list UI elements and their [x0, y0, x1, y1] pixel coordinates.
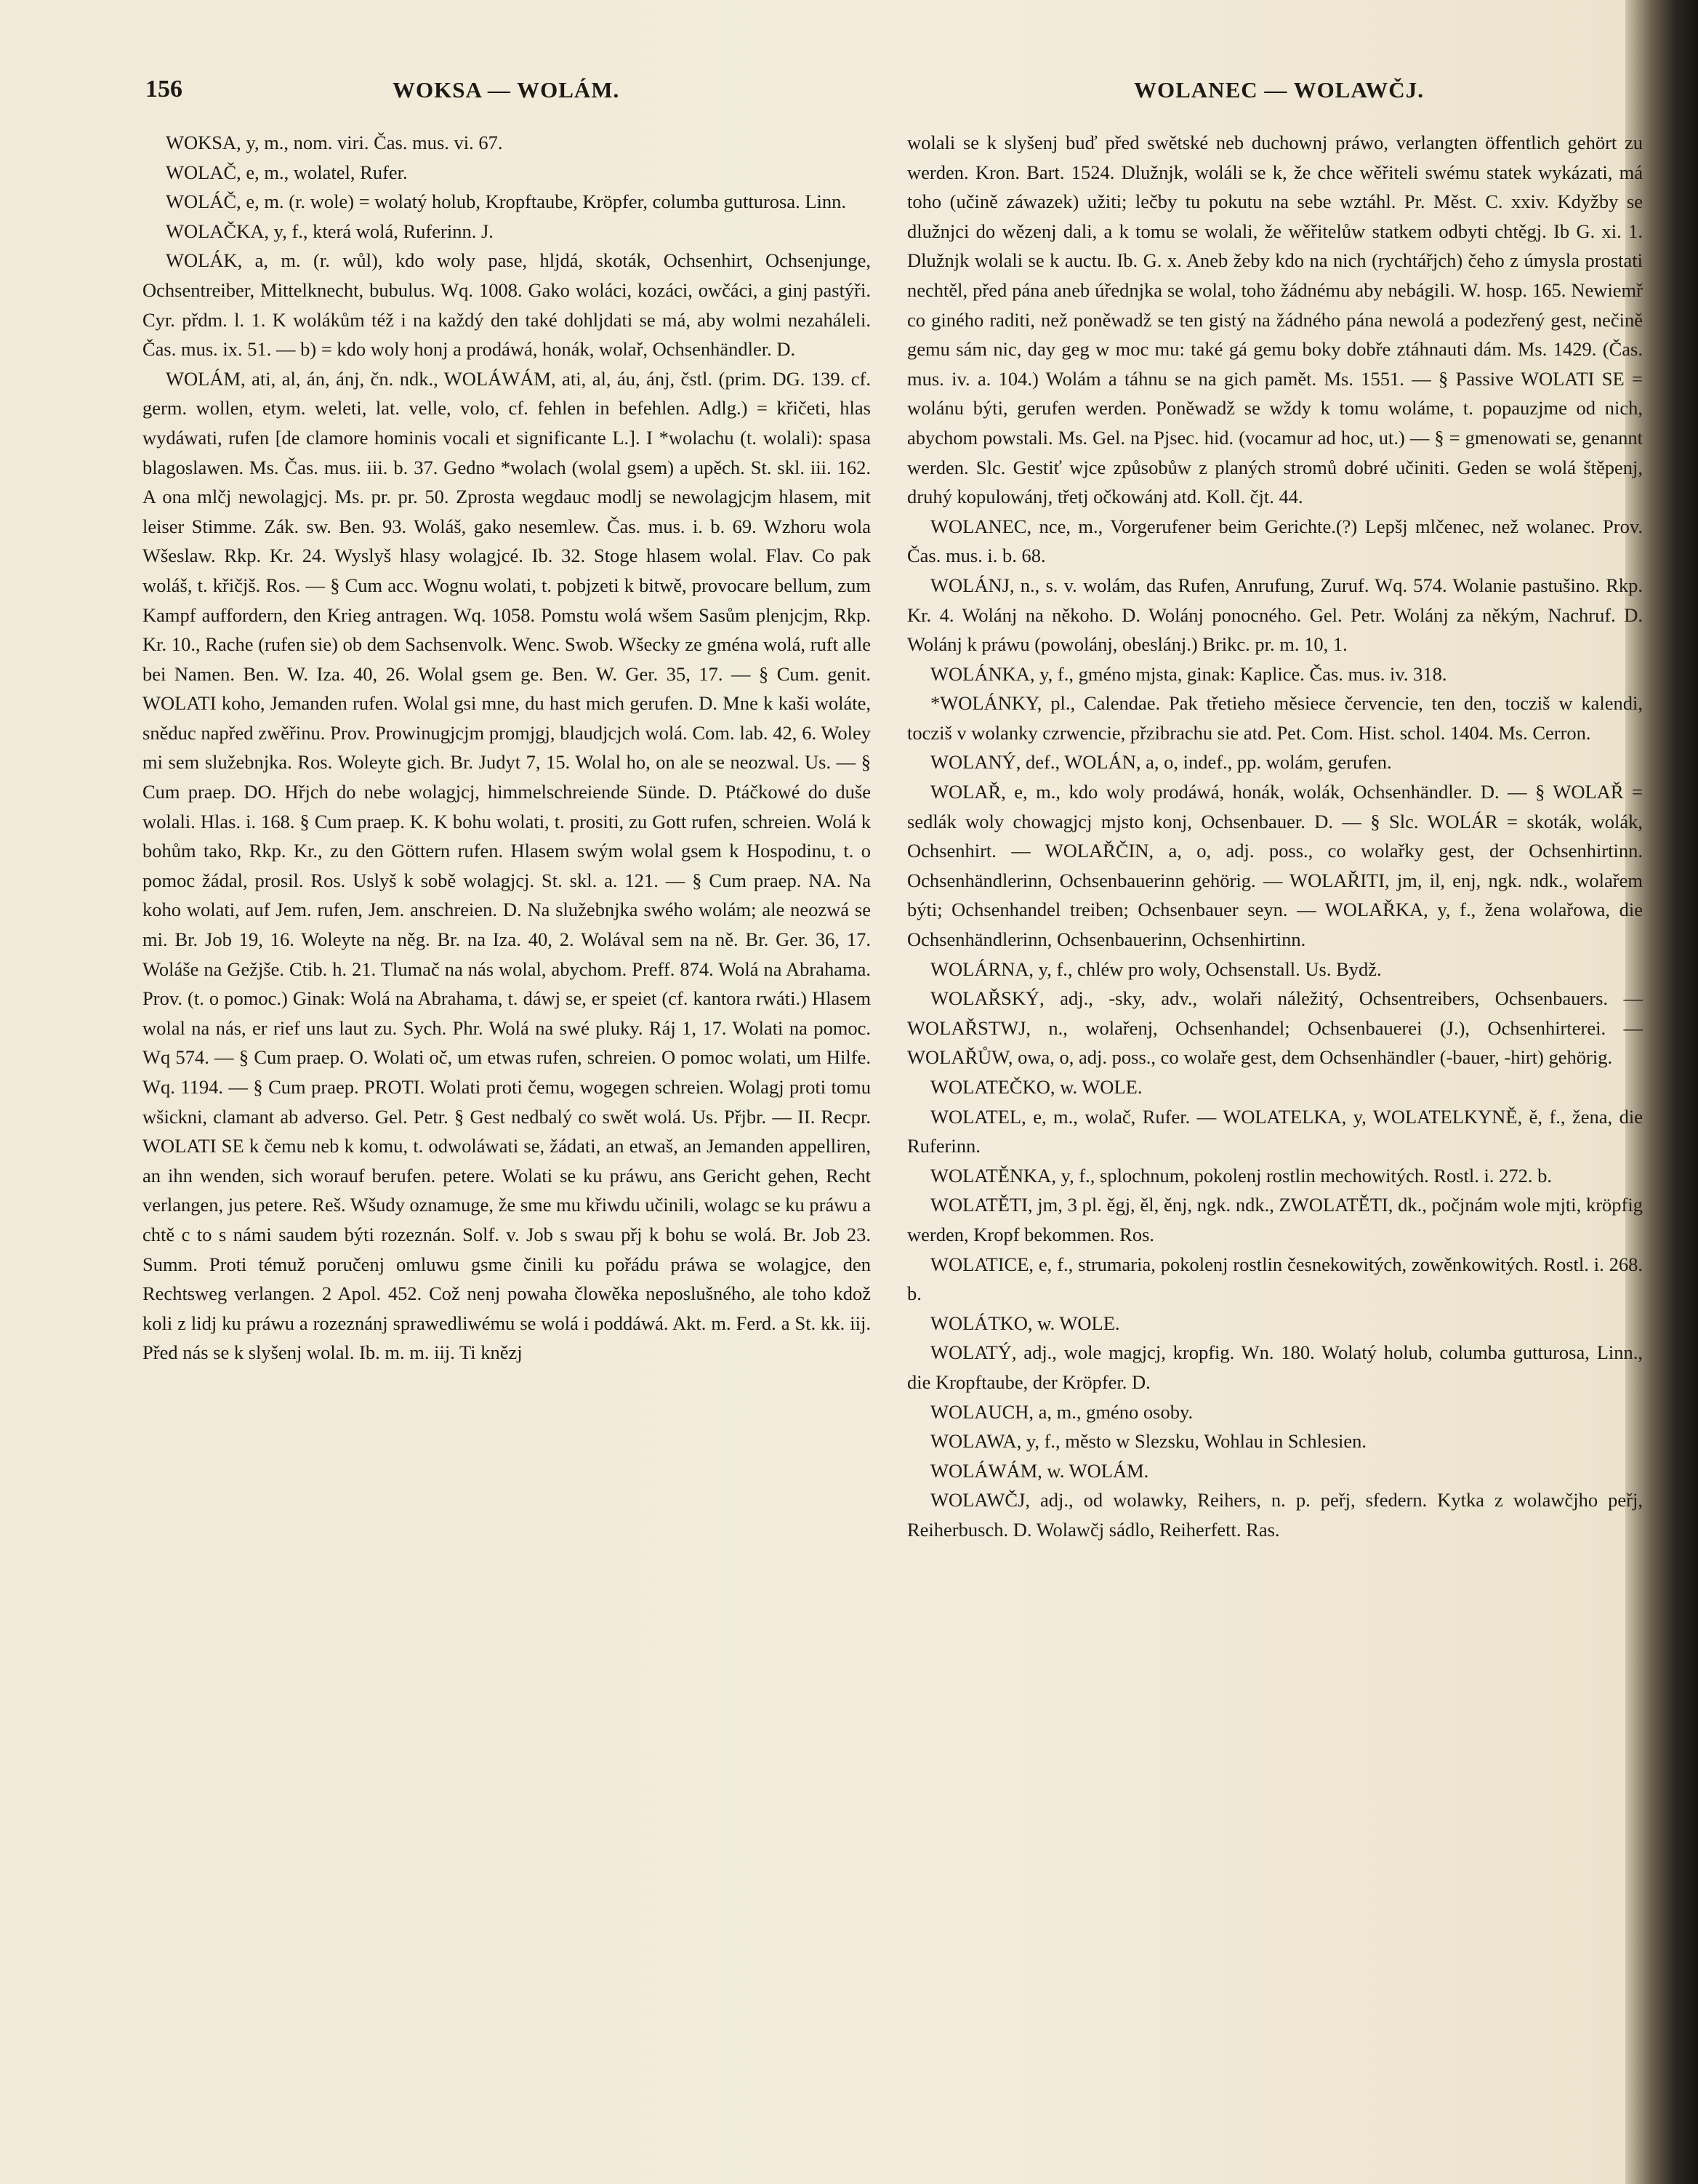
right-column: [907, 128, 1643, 1545]
dictionary-entry: WOLAČ, e, m., wolatel, Rufer.: [166, 161, 408, 183]
dictionary-entry: WOLÁRNA, y, f., chléw pro woly, Ochsenstall. Us. Bydž.: [930, 957, 1382, 980]
dictionary-entry: WOLATICE, e, f., strumaria, pokolenj rostlin česnekowitých, zowěnkowitých. Rostl. i. 268. b.: [907, 1253, 1643, 1305]
dictionary-entry: WOLATĚTI, jm, 3 pl. ěgj, ěl, ěnj, ngk. ndk., ZWOLATĚTI, dk., počjnám wole mjti, kröpfig werden, Kropf bekommen. Ros.: [907, 1194, 1643, 1245]
dictionary-entry: WOLAČKA, y, f., která wolá, Ruferinn. J.: [166, 220, 494, 242]
dictionary-entry: WOLÁM, ati, al, án, ánj, čn. ndk., WOLÁWÁM, ati, al, áu, ánj, čstl. (prim. DG. 139. cf. germ. wollen, etym. weleti, lat. velle, volo, cf. fehlen in befehlen. Adlg.) = křičeti, hlas wydáwati, rufen [de clamore hominis vocali et significante L.]. I *wolachu (t. wolali): spasa blagoslawen. Ms. Čas. mus. iii. b. 37. Gedno *wolach (wolal gsem) a upěch. St. skl. iii. 162. A ona mlčj newolagjcj. Ms. pr. pr. 50. Zprosta wegdauc modlj se newolagjcjm hlasem, mit leiser Stimme. Zák. sw. Ben. 93. Woláš, gako nesemlew. Čas. mus. i. b. 69. Wzhoru wola Wšeslaw. Rkp. Kr. 24. Wyslyš hlasy wolagjcé. Ib. 32. Stoge hlasem wolal. Flav. Co pak woláš, t. křičjš. Ros. — § Cum acc. Wognu wolati, t. pobjzeti k bitwě, provocare bellum, zum Kampf auffordern, den Krieg antragen. Wq. 1058. Pomstu wolá wšem Sasům plenjcjm, Rkp. Kr. 10., Rache (rufen sie) ob dem Sachsenvolk. Wenc. Swob. Wšecky ze gména wolá, ruft alle bei Namen. Ben. W. Iza. 40, 26. Wolal gsem ge. Ben. W. Ger. 35, 17. — § Cum. genit. WOLATI koho, Jemanden rufen. Wolal gsi mne, du hast mich gerufen. D. Mne k kaši woláte, sněduc napřed zwěřinu. Prov. Prowinugjcjm promjgj, blaudjcjch wolá. Com. lab. 42, 6. Woley mi sem služebnjka. Ros. Woleyte gich. Br. Judyt 7, 15. Wolal ho, on ale se neozwal. Us. — § Cum praep. DO. Hřjch do nebe wolagjcj, himmelschreiende Sünde. D. Ptáčkowé do duše wolali. Hlas. i. 168. § Cum praep. K. K bohu wolati, t. prositi, zu Gott rufen, schreien. Wolá k bohům tako, Rkp. Kr., zu den Göttern rufen. Hlasem swým wolal gsem k Hospodinu, t. o pomoc žádal, prosil. Ros. Uslyš k sobě wolagjcj. St. skl. a. 121. — § Cum praep. NA. Na koho wolati, auf Jem. rufen, Jem. anschreien. D. Na služebnjka swého wolám; ale neozwá se mi. Br. Job 19, 16. Woleyte na něg. Br. na Iza. 40, 2. Wolával sem na ně. Br. Ger. 36, 17. Woláše na Gežjše. Ctib. h. 21. Tlumač na nás wolal, abychom. Preff. 874. Wolá na Abrahama. Prov. (t. o pomoc.) Ginak: Wolá na Abrahama, t. dáwj se, er speiet (cf. kantora rwáti.) Hlasem wolal na nás, er rief uns laut zu. Sych. Phr. Wolá na swé pluky. Ráj 1, 17. Wolati na pomoc. Wq 574. — § Cum praep. O. Wolati oč, um etwas rufen, schreien. O pomoc wolati, um Hilfe. Wq. 1194. — § Cum praep. PROTI. Wolati proti čemu, wogegen schreien. Wolagj proti tomu wšickni, clamant ab adverso. Gel. Petr. § Gest nedbalý co swět wolá. Us. Přjbr. — II. Recpr. WOLATI SE k čemu neb k komu, t. odwoláwati se, žádati, an etwaš, an Jemanden appelliren, an ihn wenden, sich worauf berufen. petere. Wolati se ku práwu, ans Gericht gehen, Recht verlangen, jus petere. Reš. Wšudy oznamuge, že sme mu křiwdu učinili, wolagc se ku práwu a chtě c to s námi saudem býti rozeznán. Solf. v. Job s swau přj k bohu se wolá. Br. Job 23. Summ. Proti témuž poručenj omluwu gsme činili ku pořádu práwa se wolagjce, den Rechtsweg verlangen. 2 Apol. 452. Což nenj powaha člowěka neposlušného, ale toho kdož koli z lidj ku práwu a rozeznánj sprawedliwému se wolá i poddáwá. Akt. m. Ferd. a St. kk. iij. Před nás se k slyšenj wolal. Ib. m. m. iij. Ti knězj: [142, 367, 871, 1364]
running-title-left: WOKSA — WOLÁM.: [393, 77, 620, 103]
dictionary-entry: WOLÁTKO, w. WOLE.: [930, 1312, 1120, 1334]
dictionary-entry: WOLANÝ, def., WOLÁN, a, o, indef., pp. wolám, gerufen.: [930, 751, 1392, 774]
dictionary-entry: WOLATEL, e, m., wolač, Rufer. — WOLATELKA, y, WOLATELKYNĚ, ě, f., žena, die Ruferinn.: [907, 1105, 1643, 1157]
dictionary-entry: WOLAUCH, a, m., gméno osoby.: [930, 1400, 1194, 1423]
dictionary-entry: WOLAWA, y, f., město w Slezsku, Wohlau in Schlesien.: [930, 1430, 1367, 1453]
dictionary-entry: WOLATĚNKA, y, f., splochnum, pokolenj rostlin mechowitých. Rostl. i. 272. b.: [930, 1164, 1553, 1187]
dictionary-entry: WOLÁČ, e, m. (r. wole) = wolatý holub, Kropftaube, Kröpfer, columba gutturosa. Linn.: [166, 190, 847, 213]
dictionary-entry: WOLAŘ, e, m., kdo woly prodáwá, honák, wolák, Ochsenhändler. D. — § WOLAŘ = sedlák woly chowagjcj mjsto konj, Ochsenbauer. D. — § Slc. WOLÁR = skoták, wolák, Ochsenhirt. — WOLAŘČIN, a, o, adj. poss., co wolařky gest, der Ochsenhirtinn. Ochsenhändlerinn, Ochsenbauerinn gehörig. — WOLAŘITI, jm, il, enj, ngk. ndk., wolařem býti; Ochsenhandel treiben; Ochsenbauer seyn. — WOLAŘKA, y, f., žena wolařowa, die Ochsenhändlerinn, Ochsenbauerinn, Ochsenhirtinn.: [907, 781, 1643, 951]
page-header: [145, 73, 1454, 116]
dictionary-entry: WOLATEČKO, w. WOLE.: [930, 1076, 1143, 1098]
dictionary-entry: WOLATÝ, adj., wole magjcj, kropfig. Wn. 180. Wolatý holub, columba gutturosa, Linn., die Kropftaube, der Kröpfer. D.: [907, 1341, 1643, 1393]
dictionary-entry: WOLÁNJ, n., s. v. wolám, das Rufen, Anrufung, Zuruf. Wq. 574. Wolanie pastušino. Rkp. Kr. 4. Wolánj na někoho. D. Wolánj ponocného. Gel. Petr. Wolánj za někým, Nachruf. D. Wolánj k práwu (powolánj, obeslánj.) Brikc. pr. m. 10, 1.: [907, 574, 1643, 656]
dictionary-entry: WOLAŘSKÝ, adj., -sky, adv., wolaři náležitý, Ochsentreibers, Ochsenbauers. — WOLAŘSTWJ, n., wolařenj, Ochsenhandel; Ochsenbauerei (J.), Ochsenhirterei. — WOLAŘŮW, owa, o, adj. poss., co wolaře gest, dem Ochsenhändler (-bauer, -hirt) gehörig.: [907, 987, 1643, 1069]
dictionary-entry: WOLÁNKA, y, f., gméno mjsta, ginak: Kaplice. Čas. mus. iv. 318.: [930, 662, 1447, 685]
dictionary-entry: WOLÁK, a, m. (r. wůl), kdo woly pase, hljdá, skoták, Ochsenhirt, Ochsenjunge, Ochsentreiber, Mittelknecht, bubulus. Wq. 1008. Gako woláci, kozáci, owčáci, a ginj pastýři. Cyr. přdm. l. 1. K wolákům též i na každý den také dohljdati se má, aby wolmi nezaháleli. Čas. mus. ix. 51. — b) = kdo woly honj a prodáwá, honák, wolař, Ochsenhändler. D.: [142, 249, 871, 361]
left-column: [142, 128, 871, 1368]
dictionary-entry-continued: wolali se k slyšenj buď před swětské neb duchownj práwo, verlangten öffentlich gehört zu werden. Kron. Bart. 1524. Dlužnjk, woláli se k, že chce wěřiteli swému statek wykázati, má toho (učině záwazek) užiti; lečby tu pokutu na sebe wztáhl. Pr. Měst. C. xxiv. Kdyžby se dlužnjci do wězenj dali, a k tomu se wolali, že wěřitelůw statkem odbyti chtěgj. Ib G. xi. 1. Dlužnjk wolali se k auctu. Ib. G. x. Aneb žeby kdo na nich (rychtářjch) čeho z úmysla prostati nechtěl, před pána aneb úřednjka se wolal, toho žádnému aby nebágili. W. hosp. 165. Newiemř co giného raditi, než poněwadž se ten gistý na žádného pána newolá a podezřený gest, nečině gemu sám nic, day geg w moc mu: také gá gemu boky dobře ztáhnauti dám. Ms. 1429. (Čas. mus. iv. a. 104.) Wolám a táhnu se na gich pamět. Ms. 1551. — § Passive WOLATI SE = wolánu býti, gerufen werden. Poněwadž se wždy k tomu woláme, t. popauzjme od nich, abychom powstali. Ms. Gel. na Pjsec. hid. (vocamur ad hoc, ut.) — § = gmenowati se, genannt werden. Slc. Gestiť wjce způsobůw z planých stromů dobré učiniti. Geden se wolá štěpenj, druhý kopulowánj, třetj očkowánj atd. Koll. čjt. 44.: [907, 132, 1643, 508]
dictionary-entry: *WOLÁNKY, pl., Calendae. Pak třetieho měsiece červencie, ten den, tocziš w kalendi, tocziš v wolanky czrwencie, přzibrachu sie atd. Pet. Com. Hist. schol. 1404. Ms. Cerron.: [907, 692, 1643, 744]
dictionary-entry: WOKSA, y, m., nom. viri. Čas. mus. vi. 67.: [166, 132, 503, 153]
dictionary-entry: WOLÁWÁM, w. WOLÁM.: [930, 1459, 1149, 1482]
dictionary-entry: WOLANEC, nce, m., Vorgerufener beim Gerichte.(?) Lepšj mlčenec, než wolanec. Prov. Čas. mus. i. b. 68.: [907, 515, 1643, 567]
running-title-right: WOLANEC — WOLAWČJ.: [1134, 77, 1424, 103]
page-number: 156: [145, 76, 182, 103]
dictionary-entry: WOLAWČJ, adj., od wolawky, Reihers, n. p. peřj, sfedern. Kytka z wolawčjho peřj, Reiherbusch. D. Wolawčj sádlo, Reiherfett. Ras.: [907, 1489, 1643, 1541]
